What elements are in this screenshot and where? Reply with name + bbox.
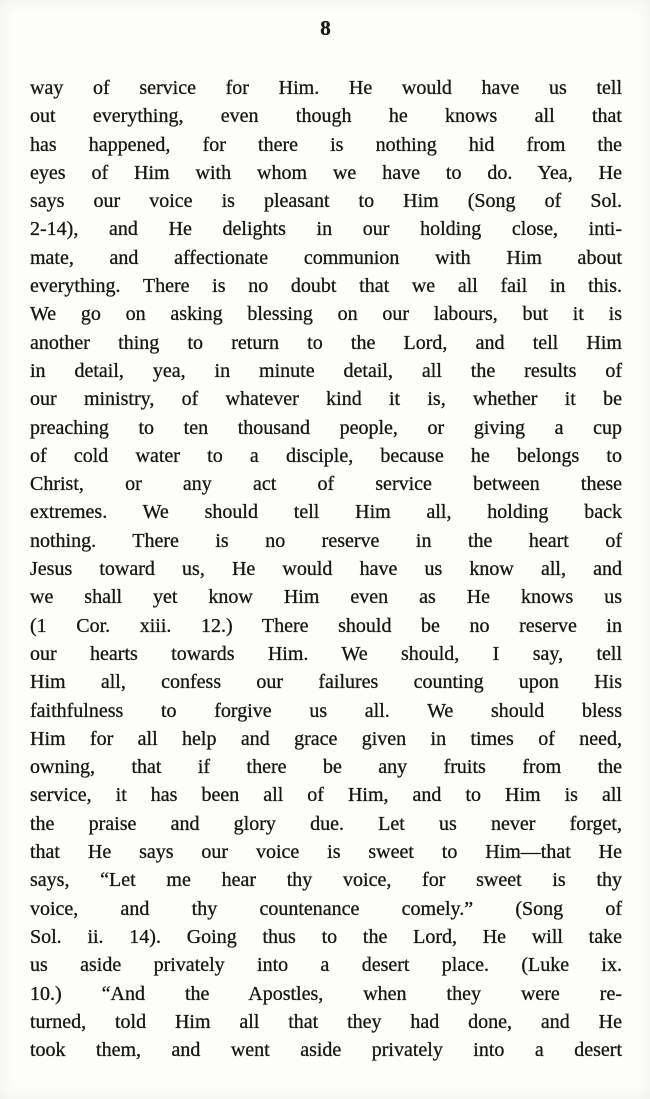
body-text	[30, 74, 622, 1064]
text-line: 2-14), and He delights in our holding close, inti-	[30, 218, 622, 241]
text-line: Sol. ii. 14). Going thus to the Lord, He will take	[30, 925, 622, 948]
text-line: nothing. There is no reserve in the heart of	[30, 529, 622, 552]
text-line: says, “Let me hear thy voice, for sweet is thy	[30, 869, 622, 892]
text-line: eyes of Him with whom we have to do. Yea, He	[30, 161, 622, 184]
text-line: our ministry, of whatever kind it is, whether it be	[30, 388, 622, 411]
text-line: in detail, yea, in minute detail, all the results of	[30, 359, 622, 382]
text-line: Christ, or any act of service between these	[30, 473, 622, 496]
text-line: says our voice is pleasant to Him (Song of Sol.	[30, 190, 622, 213]
text-line: took them, and went aside privately into a desert	[30, 1039, 622, 1062]
text-line: service, it has been all of Him, and to Him is all	[30, 784, 622, 807]
text-line: (1 Cor. xiii. 12.) There should be no reserve in	[30, 614, 622, 637]
text-line: 10.) “And the Apostles, when they were re-	[30, 982, 622, 1005]
page-number: 8	[320, 16, 332, 40]
text-line: everything. There is no doubt that we all fail in this.	[30, 275, 622, 298]
text-line: the praise and glory due. Let us never forget,	[30, 812, 622, 835]
text-line: has happened, for there is nothing hid from the	[30, 133, 622, 156]
text-line: voice, and thy countenance comely.” (Song of	[30, 897, 622, 920]
text-line: We go on asking blessing on our labours, but it is	[30, 303, 622, 326]
text-line: that He says our voice is sweet to Him—that He	[30, 841, 622, 864]
text-line: Him for all help and grace given in times of need,	[30, 727, 622, 750]
text-line: of cold water to a disciple, because he belongs to	[30, 444, 622, 467]
text-line: mate, and affectionate communion with Him about	[30, 246, 622, 269]
text-line: extremes. We should tell Him all, holding back	[30, 501, 622, 524]
text-line: out everything, even though he knows all that	[30, 105, 622, 128]
text-line: way of service for Him. He would have us tell	[30, 77, 622, 99]
text-line: our hearts towards Him. We should, I say, tell	[30, 642, 622, 665]
text-line: Him all, confess our failures counting upon His	[30, 671, 622, 694]
text-line: faithfulness to forgive us all. We should bless	[30, 699, 622, 722]
text-line: owning, that if there be any fruits from the	[30, 756, 622, 779]
text-line: turned, told Him all that they had done, and He	[30, 1010, 622, 1033]
text-line: us aside privately into a desert place. (Luke ix.	[30, 954, 622, 977]
text-line: preaching to ten thousand people, or giving a cup	[30, 416, 622, 439]
text-line: we shall yet know Him even as He knows us	[30, 586, 622, 609]
text-line: another thing to return to the Lord, and tell Him	[30, 331, 622, 354]
text-line: Jesus toward us, He would have us know all, and	[30, 558, 622, 581]
